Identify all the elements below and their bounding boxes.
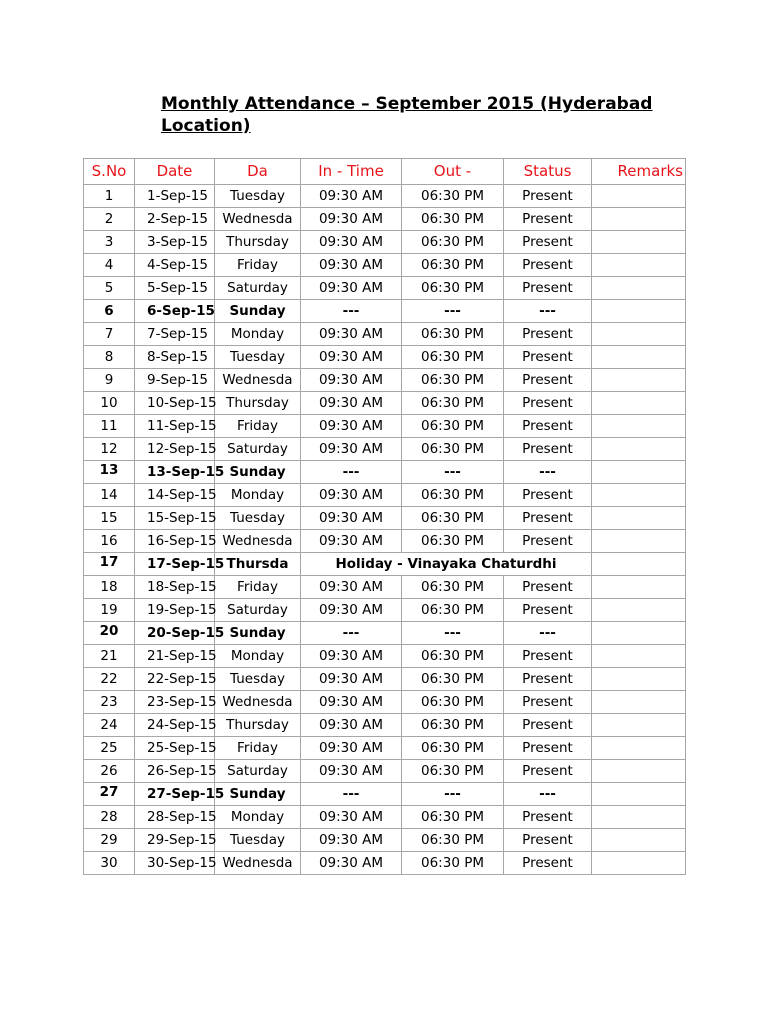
cell-remarks (592, 714, 686, 737)
cell-sno: 21 (84, 645, 135, 668)
cell-in-time: 09:30 AM (301, 507, 402, 530)
cell-remarks (592, 277, 686, 300)
cell-day: Tuesday (215, 185, 301, 208)
cell-sno: 24 (84, 714, 135, 737)
cell-status: Present (504, 714, 592, 737)
cell-out-time: 06:30 PM (402, 530, 504, 553)
table-row (84, 323, 686, 346)
cell-status: --- (504, 300, 592, 323)
cell-day: Sunday (215, 300, 301, 323)
table-row (84, 806, 686, 829)
cell-in-time: 09:30 AM (301, 277, 402, 300)
cell-status: Present (504, 392, 592, 415)
cell-out-time: 06:30 PM (402, 231, 504, 254)
cell-sno: 3 (84, 231, 135, 254)
cell-remarks (592, 254, 686, 277)
table-row (84, 852, 686, 875)
cell-date: 9-Sep-15 (135, 369, 215, 392)
cell-date: 7-Sep-15 (135, 323, 215, 346)
cell-in-time: 09:30 AM (301, 392, 402, 415)
cell-remarks (592, 300, 686, 323)
cell-out-time: 06:30 PM (402, 645, 504, 668)
cell-sno: 23 (84, 691, 135, 714)
cell-sno: 19 (84, 599, 135, 622)
header-remarks: Remarks (592, 159, 686, 185)
cell-sno: 11 (84, 415, 135, 438)
cell-in-time: 09:30 AM (301, 599, 402, 622)
table-row (84, 622, 686, 645)
cell-in-time: 09:30 AM (301, 369, 402, 392)
cell-in-time: 09:30 AM (301, 323, 402, 346)
table-row (84, 829, 686, 852)
table-row (84, 231, 686, 254)
cell-status: Present (504, 599, 592, 622)
cell-sno: 8 (84, 346, 135, 369)
cell-sno: 16 (84, 530, 135, 553)
cell-day: Friday (215, 254, 301, 277)
cell-date: 3-Sep-15 (135, 231, 215, 254)
cell-date: 15-Sep-15 (135, 507, 215, 530)
table-row (84, 668, 686, 691)
cell-out-time: 06:30 PM (402, 760, 504, 783)
cell-out-time: --- (402, 461, 504, 484)
cell-status: Present (504, 438, 592, 461)
cell-status: --- (504, 622, 592, 645)
cell-out-time: 06:30 PM (402, 185, 504, 208)
cell-sno: 12 (84, 438, 135, 461)
cell-sno: 28 (84, 806, 135, 829)
cell-remarks (592, 783, 686, 806)
cell-status: Present (504, 484, 592, 507)
cell-remarks (592, 691, 686, 714)
cell-remarks (592, 530, 686, 553)
cell-sno: 2 (84, 208, 135, 231)
cell-sno: 7 (84, 323, 135, 346)
cell-status: Present (504, 208, 592, 231)
cell-date: 22-Sep-15 (135, 668, 215, 691)
cell-remarks (592, 415, 686, 438)
cell-day: Sunday (215, 622, 301, 645)
cell-sno-text: 27 (99, 784, 119, 800)
cell-date: 6-Sep-15 (135, 300, 215, 323)
table-row (84, 783, 686, 806)
cell-day: Monday (215, 806, 301, 829)
cell-sno (84, 553, 135, 576)
cell-day: Thursday (215, 714, 301, 737)
cell-day: Thursday (215, 392, 301, 415)
cell-status: Present (504, 323, 592, 346)
cell-remarks (592, 461, 686, 484)
cell-remarks (592, 829, 686, 852)
cell-date: 8-Sep-15 (135, 346, 215, 369)
table-row (84, 185, 686, 208)
table-row (84, 277, 686, 300)
cell-status: --- (504, 461, 592, 484)
cell-status: Present (504, 806, 592, 829)
cell-out-time: 06:30 PM (402, 346, 504, 369)
header-status: Status (504, 159, 592, 185)
cell-status: Present (504, 254, 592, 277)
cell-status: Present (504, 691, 592, 714)
cell-sno (84, 622, 135, 645)
cell-in-time: 09:30 AM (301, 668, 402, 691)
cell-status: Present (504, 576, 592, 599)
cell-in-time: 09:30 AM (301, 208, 402, 231)
cell-day: Monday (215, 645, 301, 668)
attendance-table (83, 158, 686, 875)
cell-out-time: 06:30 PM (402, 323, 504, 346)
cell-day: Thursday (215, 231, 301, 254)
cell-date: 2-Sep-15 (135, 208, 215, 231)
table-row (84, 645, 686, 668)
cell-date: 13-Sep-15 (135, 461, 215, 484)
cell-status: Present (504, 369, 592, 392)
cell-sno-text: 13 (99, 462, 119, 478)
cell-remarks (592, 576, 686, 599)
cell-remarks (592, 438, 686, 461)
cell-remarks (592, 392, 686, 415)
cell-date: 11-Sep-15 (135, 415, 215, 438)
cell-out-time: --- (402, 300, 504, 323)
table-row (84, 300, 686, 323)
cell-out-time: 06:30 PM (402, 852, 504, 875)
cell-sno (84, 783, 135, 806)
cell-remarks (592, 231, 686, 254)
table-row (84, 461, 686, 484)
cell-out-time: --- (402, 622, 504, 645)
table-row (84, 392, 686, 415)
cell-status: Present (504, 185, 592, 208)
cell-date: 26-Sep-15 (135, 760, 215, 783)
cell-in-time: 09:30 AM (301, 346, 402, 369)
cell-date: 12-Sep-15 (135, 438, 215, 461)
cell-status: Present (504, 231, 592, 254)
cell-date: 4-Sep-15 (135, 254, 215, 277)
cell-date: 16-Sep-15 (135, 530, 215, 553)
table-row (84, 553, 686, 576)
cell-out-time: 06:30 PM (402, 599, 504, 622)
header-out-time: Out - (402, 159, 504, 185)
cell-remarks (592, 668, 686, 691)
cell-status: Present (504, 507, 592, 530)
table-row (84, 484, 686, 507)
table-row (84, 576, 686, 599)
cell-day: Wednesda (215, 369, 301, 392)
cell-day: Saturday (215, 438, 301, 461)
cell-out-time: 06:30 PM (402, 392, 504, 415)
cell-in-time: 09:30 AM (301, 530, 402, 553)
cell-date: 19-Sep-15 (135, 599, 215, 622)
cell-sno: 4 (84, 254, 135, 277)
cell-in-time: 09:30 AM (301, 231, 402, 254)
cell-sno: 26 (84, 760, 135, 783)
cell-sno: 14 (84, 484, 135, 507)
cell-sno (84, 461, 135, 484)
table-row (84, 415, 686, 438)
cell-sno: 22 (84, 668, 135, 691)
cell-sno: 29 (84, 829, 135, 852)
cell-date: 28-Sep-15 (135, 806, 215, 829)
cell-in-time: 09:30 AM (301, 254, 402, 277)
cell-in-time: 09:30 AM (301, 737, 402, 760)
cell-date: 18-Sep-15 (135, 576, 215, 599)
cell-out-time: 06:30 PM (402, 829, 504, 852)
cell-status: Present (504, 645, 592, 668)
table-row (84, 691, 686, 714)
cell-in-time: 09:30 AM (301, 576, 402, 599)
cell-out-time: 06:30 PM (402, 254, 504, 277)
cell-out-time: 06:30 PM (402, 208, 504, 231)
table-row (84, 254, 686, 277)
cell-status: Present (504, 668, 592, 691)
header-row (84, 159, 686, 185)
cell-in-time: 09:30 AM (301, 852, 402, 875)
cell-in-time: --- (301, 300, 402, 323)
cell-date: 17-Sep-15 (135, 553, 215, 576)
cell-day: Monday (215, 484, 301, 507)
cell-date: 21-Sep-15 (135, 645, 215, 668)
cell-sno: 10 (84, 392, 135, 415)
cell-day: Tuesday (215, 346, 301, 369)
cell-day: Monday (215, 323, 301, 346)
cell-out-time: 06:30 PM (402, 691, 504, 714)
table-row (84, 208, 686, 231)
cell-status: Present (504, 852, 592, 875)
cell-day: Wednesda (215, 852, 301, 875)
cell-remarks (592, 806, 686, 829)
cell-remarks (592, 369, 686, 392)
cell-date: 30-Sep-15 (135, 852, 215, 875)
cell-sno-text: 20 (99, 623, 119, 639)
cell-out-time: --- (402, 783, 504, 806)
cell-holiday: Holiday - Vinayaka Chaturdhi (301, 553, 592, 576)
cell-day: Tuesday (215, 829, 301, 852)
cell-day: Friday (215, 576, 301, 599)
table-row (84, 507, 686, 530)
cell-remarks (592, 323, 686, 346)
cell-date: 23-Sep-15 (135, 691, 215, 714)
table-row (84, 714, 686, 737)
cell-status: Present (504, 346, 592, 369)
cell-remarks (592, 760, 686, 783)
cell-status: Present (504, 277, 592, 300)
cell-date: 25-Sep-15 (135, 737, 215, 760)
cell-status: Present (504, 530, 592, 553)
cell-date: 20-Sep-15 (135, 622, 215, 645)
cell-day: Wednesda (215, 208, 301, 231)
cell-remarks (592, 208, 686, 231)
cell-date: 5-Sep-15 (135, 277, 215, 300)
cell-in-time: 09:30 AM (301, 806, 402, 829)
table-row (84, 438, 686, 461)
header-date: Date (135, 159, 215, 185)
cell-in-time: 09:30 AM (301, 484, 402, 507)
cell-remarks (592, 484, 686, 507)
cell-remarks (592, 645, 686, 668)
cell-sno: 18 (84, 576, 135, 599)
cell-day: Wednesda (215, 691, 301, 714)
cell-in-time: 09:30 AM (301, 645, 402, 668)
table-row (84, 760, 686, 783)
cell-day: Tuesday (215, 668, 301, 691)
cell-day: Sunday (215, 783, 301, 806)
cell-date: 14-Sep-15 (135, 484, 215, 507)
cell-day: Friday (215, 737, 301, 760)
table-row (84, 369, 686, 392)
cell-in-time: --- (301, 622, 402, 645)
cell-in-time: 09:30 AM (301, 714, 402, 737)
cell-in-time: 09:30 AM (301, 829, 402, 852)
cell-sno: 30 (84, 852, 135, 875)
cell-status: Present (504, 829, 592, 852)
cell-sno: 9 (84, 369, 135, 392)
cell-day: Saturday (215, 277, 301, 300)
cell-sno: 6 (84, 300, 135, 323)
cell-remarks (592, 185, 686, 208)
cell-status: Present (504, 737, 592, 760)
cell-out-time: 06:30 PM (402, 415, 504, 438)
cell-day: Wednesda (215, 530, 301, 553)
cell-date: 1-Sep-15 (135, 185, 215, 208)
table-row (84, 737, 686, 760)
cell-day: Thursda (215, 553, 301, 576)
table-row (84, 346, 686, 369)
cell-in-time: --- (301, 461, 402, 484)
cell-sno: 25 (84, 737, 135, 760)
cell-date: 10-Sep-15 (135, 392, 215, 415)
cell-sno: 1 (84, 185, 135, 208)
cell-in-time: 09:30 AM (301, 185, 402, 208)
table-row (84, 599, 686, 622)
cell-status: --- (504, 783, 592, 806)
cell-in-time: 09:30 AM (301, 415, 402, 438)
cell-in-time: 09:30 AM (301, 760, 402, 783)
cell-remarks (592, 553, 686, 576)
header-in-time: In - Time (301, 159, 402, 185)
header-day: Da (215, 159, 301, 185)
cell-date: 24-Sep-15 (135, 714, 215, 737)
cell-out-time: 06:30 PM (402, 438, 504, 461)
cell-date: 27-Sep-15 (135, 783, 215, 806)
cell-out-time: 06:30 PM (402, 484, 504, 507)
cell-sno-text: 17 (99, 554, 119, 570)
cell-remarks (592, 346, 686, 369)
cell-remarks (592, 852, 686, 875)
cell-out-time: 06:30 PM (402, 668, 504, 691)
attendance-body (84, 185, 686, 875)
cell-remarks (592, 507, 686, 530)
cell-sno: 5 (84, 277, 135, 300)
cell-in-time: 09:30 AM (301, 691, 402, 714)
cell-out-time: 06:30 PM (402, 806, 504, 829)
cell-in-time: --- (301, 783, 402, 806)
cell-remarks (592, 599, 686, 622)
cell-status: Present (504, 415, 592, 438)
cell-remarks (592, 737, 686, 760)
cell-remarks (592, 622, 686, 645)
cell-out-time: 06:30 PM (402, 277, 504, 300)
cell-day: Friday (215, 415, 301, 438)
cell-day: Saturday (215, 599, 301, 622)
cell-out-time: 06:30 PM (402, 369, 504, 392)
cell-out-time: 06:30 PM (402, 576, 504, 599)
document-title: Monthly Attendance – September 2015 (Hyderabad Location) (161, 94, 653, 136)
cell-out-time: 06:30 PM (402, 507, 504, 530)
cell-day: Saturday (215, 760, 301, 783)
cell-date: 29-Sep-15 (135, 829, 215, 852)
cell-out-time: 06:30 PM (402, 714, 504, 737)
cell-sno: 15 (84, 507, 135, 530)
cell-day: Tuesday (215, 507, 301, 530)
cell-day: Sunday (215, 461, 301, 484)
table-row (84, 530, 686, 553)
cell-in-time: 09:30 AM (301, 438, 402, 461)
cell-status: Present (504, 760, 592, 783)
cell-out-time: 06:30 PM (402, 737, 504, 760)
header-sno: S.No (84, 159, 135, 185)
